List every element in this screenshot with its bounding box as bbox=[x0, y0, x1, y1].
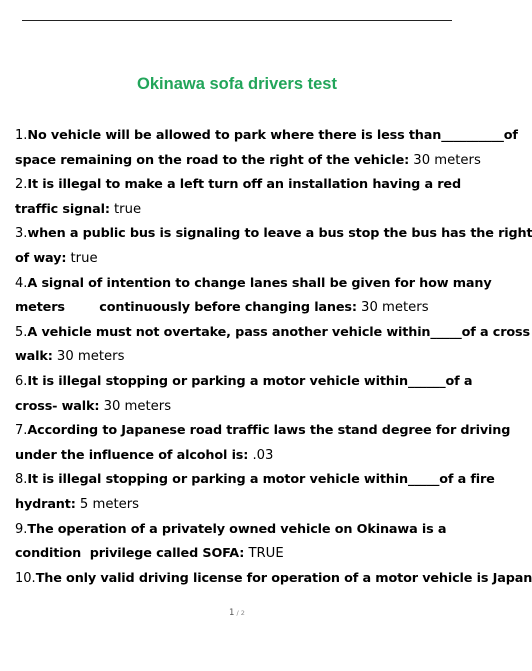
question-item-4 bbox=[15, 272, 492, 321]
question-text: when a public bus is signaling to leave a bus stop the bus has the right bbox=[27, 226, 532, 242]
question-line bbox=[15, 124, 518, 149]
question-item-9 bbox=[15, 518, 467, 567]
question-text: A vehicle must not overtake, pass another vehicle within_____of a cross bbox=[27, 324, 530, 340]
document-title: Okinawa sofa drivers test bbox=[137, 75, 337, 93]
question-answer: true bbox=[109, 201, 142, 217]
question-number: 4. bbox=[15, 275, 28, 291]
question-line bbox=[15, 149, 481, 174]
question-text: It is illegal to make a left turn off an installation having a red bbox=[27, 177, 461, 193]
question-answer: 5 meters bbox=[75, 496, 140, 512]
question-text: According to Japanese road traffic laws the stand degree for driving bbox=[27, 423, 511, 439]
page-number bbox=[0, 608, 474, 618]
question-number: 8. bbox=[15, 472, 28, 488]
question-text: traffic signal: bbox=[15, 201, 110, 217]
question-text: walk: bbox=[15, 349, 53, 365]
question-answer: 30 meters bbox=[99, 398, 172, 414]
question-line bbox=[15, 222, 532, 247]
question-item-7 bbox=[15, 419, 511, 468]
question-number: 7. bbox=[15, 423, 28, 439]
question-text: condition privilege called SOFA: bbox=[15, 546, 245, 562]
question-number: 9. bbox=[15, 521, 28, 537]
question-item-6 bbox=[15, 370, 473, 419]
question-line bbox=[15, 198, 467, 223]
question-item-1 bbox=[15, 124, 518, 173]
question-line bbox=[15, 419, 511, 444]
question-line bbox=[15, 296, 467, 321]
question-text: space remaining on the road to the right of the vehicle: bbox=[15, 152, 410, 168]
question-text: of way: bbox=[15, 250, 67, 266]
question-line bbox=[15, 542, 467, 567]
question-number: 3. bbox=[15, 226, 28, 242]
question-item-8 bbox=[15, 468, 495, 517]
question-answer: 30 meters bbox=[409, 152, 481, 168]
question-item-3 bbox=[15, 222, 532, 271]
question-line bbox=[15, 493, 467, 518]
question-line bbox=[15, 345, 467, 370]
question-number: 1. bbox=[15, 128, 28, 143]
question-line bbox=[15, 272, 492, 297]
question-text: It is illegal stopping or parking a motor vehicle within_____of a fire bbox=[27, 472, 495, 488]
question-list bbox=[15, 124, 532, 591]
question-line bbox=[15, 247, 467, 272]
question-number: 6. bbox=[15, 373, 28, 389]
question-answer: .03 bbox=[248, 447, 274, 463]
question-item-2 bbox=[15, 173, 467, 222]
total-pages: / 2 bbox=[234, 609, 245, 617]
question-number: 5. bbox=[15, 324, 28, 340]
question-text: No vehicle will be allowed to park where there is less than__________of bbox=[27, 128, 518, 143]
question-line bbox=[15, 321, 530, 346]
question-line bbox=[15, 173, 467, 198]
question-text: hydrant: bbox=[15, 496, 76, 512]
question-line bbox=[15, 468, 495, 493]
question-number: 2. bbox=[15, 177, 28, 193]
question-answer: TRUE bbox=[244, 546, 284, 562]
question-item-5 bbox=[15, 321, 530, 370]
question-text: meters continuously before changing lanes: bbox=[15, 300, 357, 316]
question-item-10 bbox=[15, 567, 532, 592]
question-answer: 30 meters bbox=[356, 300, 429, 316]
question-line bbox=[15, 395, 467, 420]
question-line bbox=[15, 567, 532, 592]
current-page: 1 bbox=[229, 608, 235, 618]
question-text: It is illegal stopping or parking a motor vehicle within______of a bbox=[27, 373, 473, 389]
question-number: 10. bbox=[15, 570, 36, 586]
question-answer: 30 meters bbox=[52, 349, 125, 365]
question-answer: true bbox=[66, 250, 98, 266]
question-line bbox=[15, 370, 473, 395]
question-line bbox=[15, 444, 467, 469]
top-rule bbox=[22, 20, 452, 21]
question-text: A signal of intention to change lanes shall be given for how many bbox=[27, 275, 492, 291]
question-text: The operation of a privately owned vehicle on Okinawa is a bbox=[27, 521, 447, 537]
question-text: under the influence of alcohol is: bbox=[15, 447, 249, 463]
question-text: The only valid driving license for operation of a motor vehicle is Japan bbox=[35, 570, 532, 586]
question-text: cross- walk: bbox=[15, 398, 100, 414]
question-line bbox=[15, 518, 467, 543]
